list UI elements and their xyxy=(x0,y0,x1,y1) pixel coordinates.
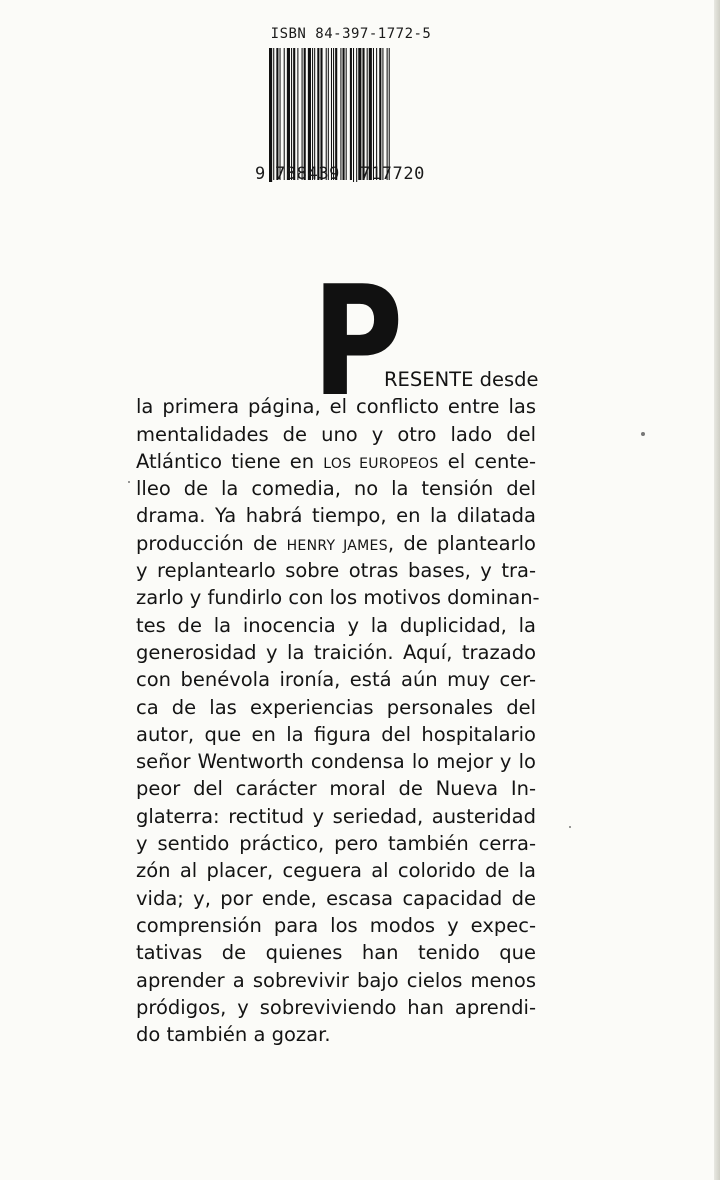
blurb-text: y sentido práctico, pero también cerra- xyxy=(136,832,536,856)
blurb-text: glaterra: rectitud y seriedad, austeridad xyxy=(136,804,536,828)
blurb-line xyxy=(136,475,536,502)
blurb-text: el cente- xyxy=(438,449,537,473)
barcode-bar xyxy=(331,48,332,180)
blurb-line xyxy=(136,912,536,939)
blurb-line xyxy=(136,721,536,748)
blurb-text: , de plantearlo xyxy=(387,531,536,555)
barcode-bar xyxy=(350,48,352,180)
blurb-text: la primera página, el conflicto entre las xyxy=(136,395,536,419)
blurb-text: y replantearlo sobre otras bases, y tra- xyxy=(136,559,536,583)
blurb-line xyxy=(136,885,536,912)
barcode-bar xyxy=(346,48,347,180)
ean-first-digit: 9 xyxy=(255,164,266,184)
blurb-line xyxy=(136,557,536,584)
barcode-bar xyxy=(326,48,327,180)
barcode-bar xyxy=(369,48,372,180)
blurb-text: vida; y, por ende, escasa capacidad de xyxy=(136,886,536,910)
barcode-bar xyxy=(362,48,364,180)
barcode-bar xyxy=(358,48,361,180)
barcode-bar xyxy=(373,48,374,180)
barcode-bar xyxy=(333,48,334,180)
blurb-line xyxy=(136,530,536,557)
isbn-barcode-block xyxy=(255,26,447,182)
barcode-bar xyxy=(320,48,322,180)
barcode-bar xyxy=(293,48,295,180)
blurb-line xyxy=(136,666,536,693)
barcode-bar xyxy=(273,48,274,180)
barcode-bar xyxy=(287,48,290,180)
barcode-bar xyxy=(387,48,388,180)
barcode-bar xyxy=(353,48,354,182)
barcode-bar xyxy=(356,48,357,182)
barcode-bar xyxy=(284,48,285,180)
blurb-line xyxy=(136,612,536,639)
blurb-line xyxy=(136,502,536,529)
blurb-text: comprensión para los modos y expec- xyxy=(136,913,536,937)
barcode-bar xyxy=(314,48,315,180)
blurb-text: pródigos, y sobreviviendo han aprendi- xyxy=(136,995,536,1019)
blurb-text: con benévola ironía, está aún muy cer- xyxy=(136,668,536,692)
blurb-line xyxy=(136,857,536,884)
barcode-bar xyxy=(335,48,337,180)
blurb-text: ca de las experiencias personales del xyxy=(136,695,536,719)
barcode-bar xyxy=(304,48,306,180)
blurb-line xyxy=(136,967,536,994)
barcode-bar xyxy=(308,48,311,180)
blurb-line xyxy=(136,393,536,420)
drop-cap: P xyxy=(312,253,404,430)
blurb-line xyxy=(136,639,536,666)
barcode-bar xyxy=(269,48,272,182)
blurb-line xyxy=(136,830,536,857)
paper-speck xyxy=(641,432,645,436)
blurb-line xyxy=(136,448,536,475)
blurb-text: Atlántico tiene en xyxy=(136,449,324,473)
blurb-text: autor, que en la figura del hospitalario xyxy=(136,722,536,746)
blurb-text: mentalidades de uno y otro lado del xyxy=(136,422,536,446)
blurb-text: drama. Ya habrá tiempo, en la dilatada xyxy=(136,504,536,528)
blurb-text: RESENTE desde xyxy=(384,368,539,391)
back-cover-blurb xyxy=(136,366,540,1048)
isbn-label: ISBN 84-397-1772-5 xyxy=(270,26,432,42)
blurb-line xyxy=(136,584,540,611)
blurb-text: tes de la inocencia y la duplicidad, la xyxy=(136,613,536,637)
ean-right-group: 717720 xyxy=(360,164,426,184)
blurb-text: aprender a sobrevivir bajo cielos menos xyxy=(136,968,536,992)
blurb-text: zón al placer, ceguera al colorido de la xyxy=(136,859,536,883)
barcode-bar xyxy=(379,48,381,180)
barcode-bar xyxy=(291,48,292,180)
barcode-bar xyxy=(376,48,377,180)
ean-left-group: 788439 xyxy=(275,164,341,184)
barcode-bar xyxy=(280,48,281,180)
blurb-line xyxy=(136,803,536,830)
blurb-line xyxy=(136,775,536,802)
blurb-text: generosidad y la traición. Aquí, trazado xyxy=(136,640,536,664)
barcode-bar xyxy=(367,48,368,180)
small-caps-name: LOS EUROPEOS xyxy=(323,455,439,472)
blurb-text: señor Wentworth condensa lo mejor y lo xyxy=(136,750,536,774)
barcode-bar xyxy=(389,48,390,180)
barcode-bar xyxy=(297,48,298,180)
page-edge xyxy=(714,0,720,1180)
blurb-text: producción de xyxy=(136,531,287,555)
barcode-bar xyxy=(302,48,303,180)
barcode xyxy=(255,46,447,182)
blurb-text: zarlo y fundirlo con los motivos dominan- xyxy=(136,586,540,610)
blurb-text: do también a gozar. xyxy=(136,1023,331,1047)
blurb-line xyxy=(136,694,536,721)
barcode-bar xyxy=(343,48,345,180)
barcode-bar xyxy=(382,48,383,180)
blurb-line xyxy=(136,939,536,966)
blurb-line xyxy=(136,748,536,775)
blurb-text: lleo de la comedia, no la tensión del xyxy=(136,477,536,501)
paper-speck xyxy=(569,826,571,828)
barcode-bar xyxy=(276,48,278,180)
small-caps-name: HENRY JAMES xyxy=(286,537,388,554)
blurb-line xyxy=(136,421,536,448)
barcode-bar xyxy=(312,48,313,180)
barcode-bar xyxy=(340,48,341,180)
blurb-line xyxy=(136,1021,536,1048)
blurb-line xyxy=(136,366,539,393)
barcode-bar xyxy=(317,48,319,180)
blurb-line xyxy=(136,994,536,1021)
blurb-text: tativas de quienes han tenido que xyxy=(136,941,536,965)
paper-speck xyxy=(128,481,130,483)
barcode-bar xyxy=(328,48,329,180)
blurb-text: peor del carácter moral de Nueva In- xyxy=(136,777,536,801)
